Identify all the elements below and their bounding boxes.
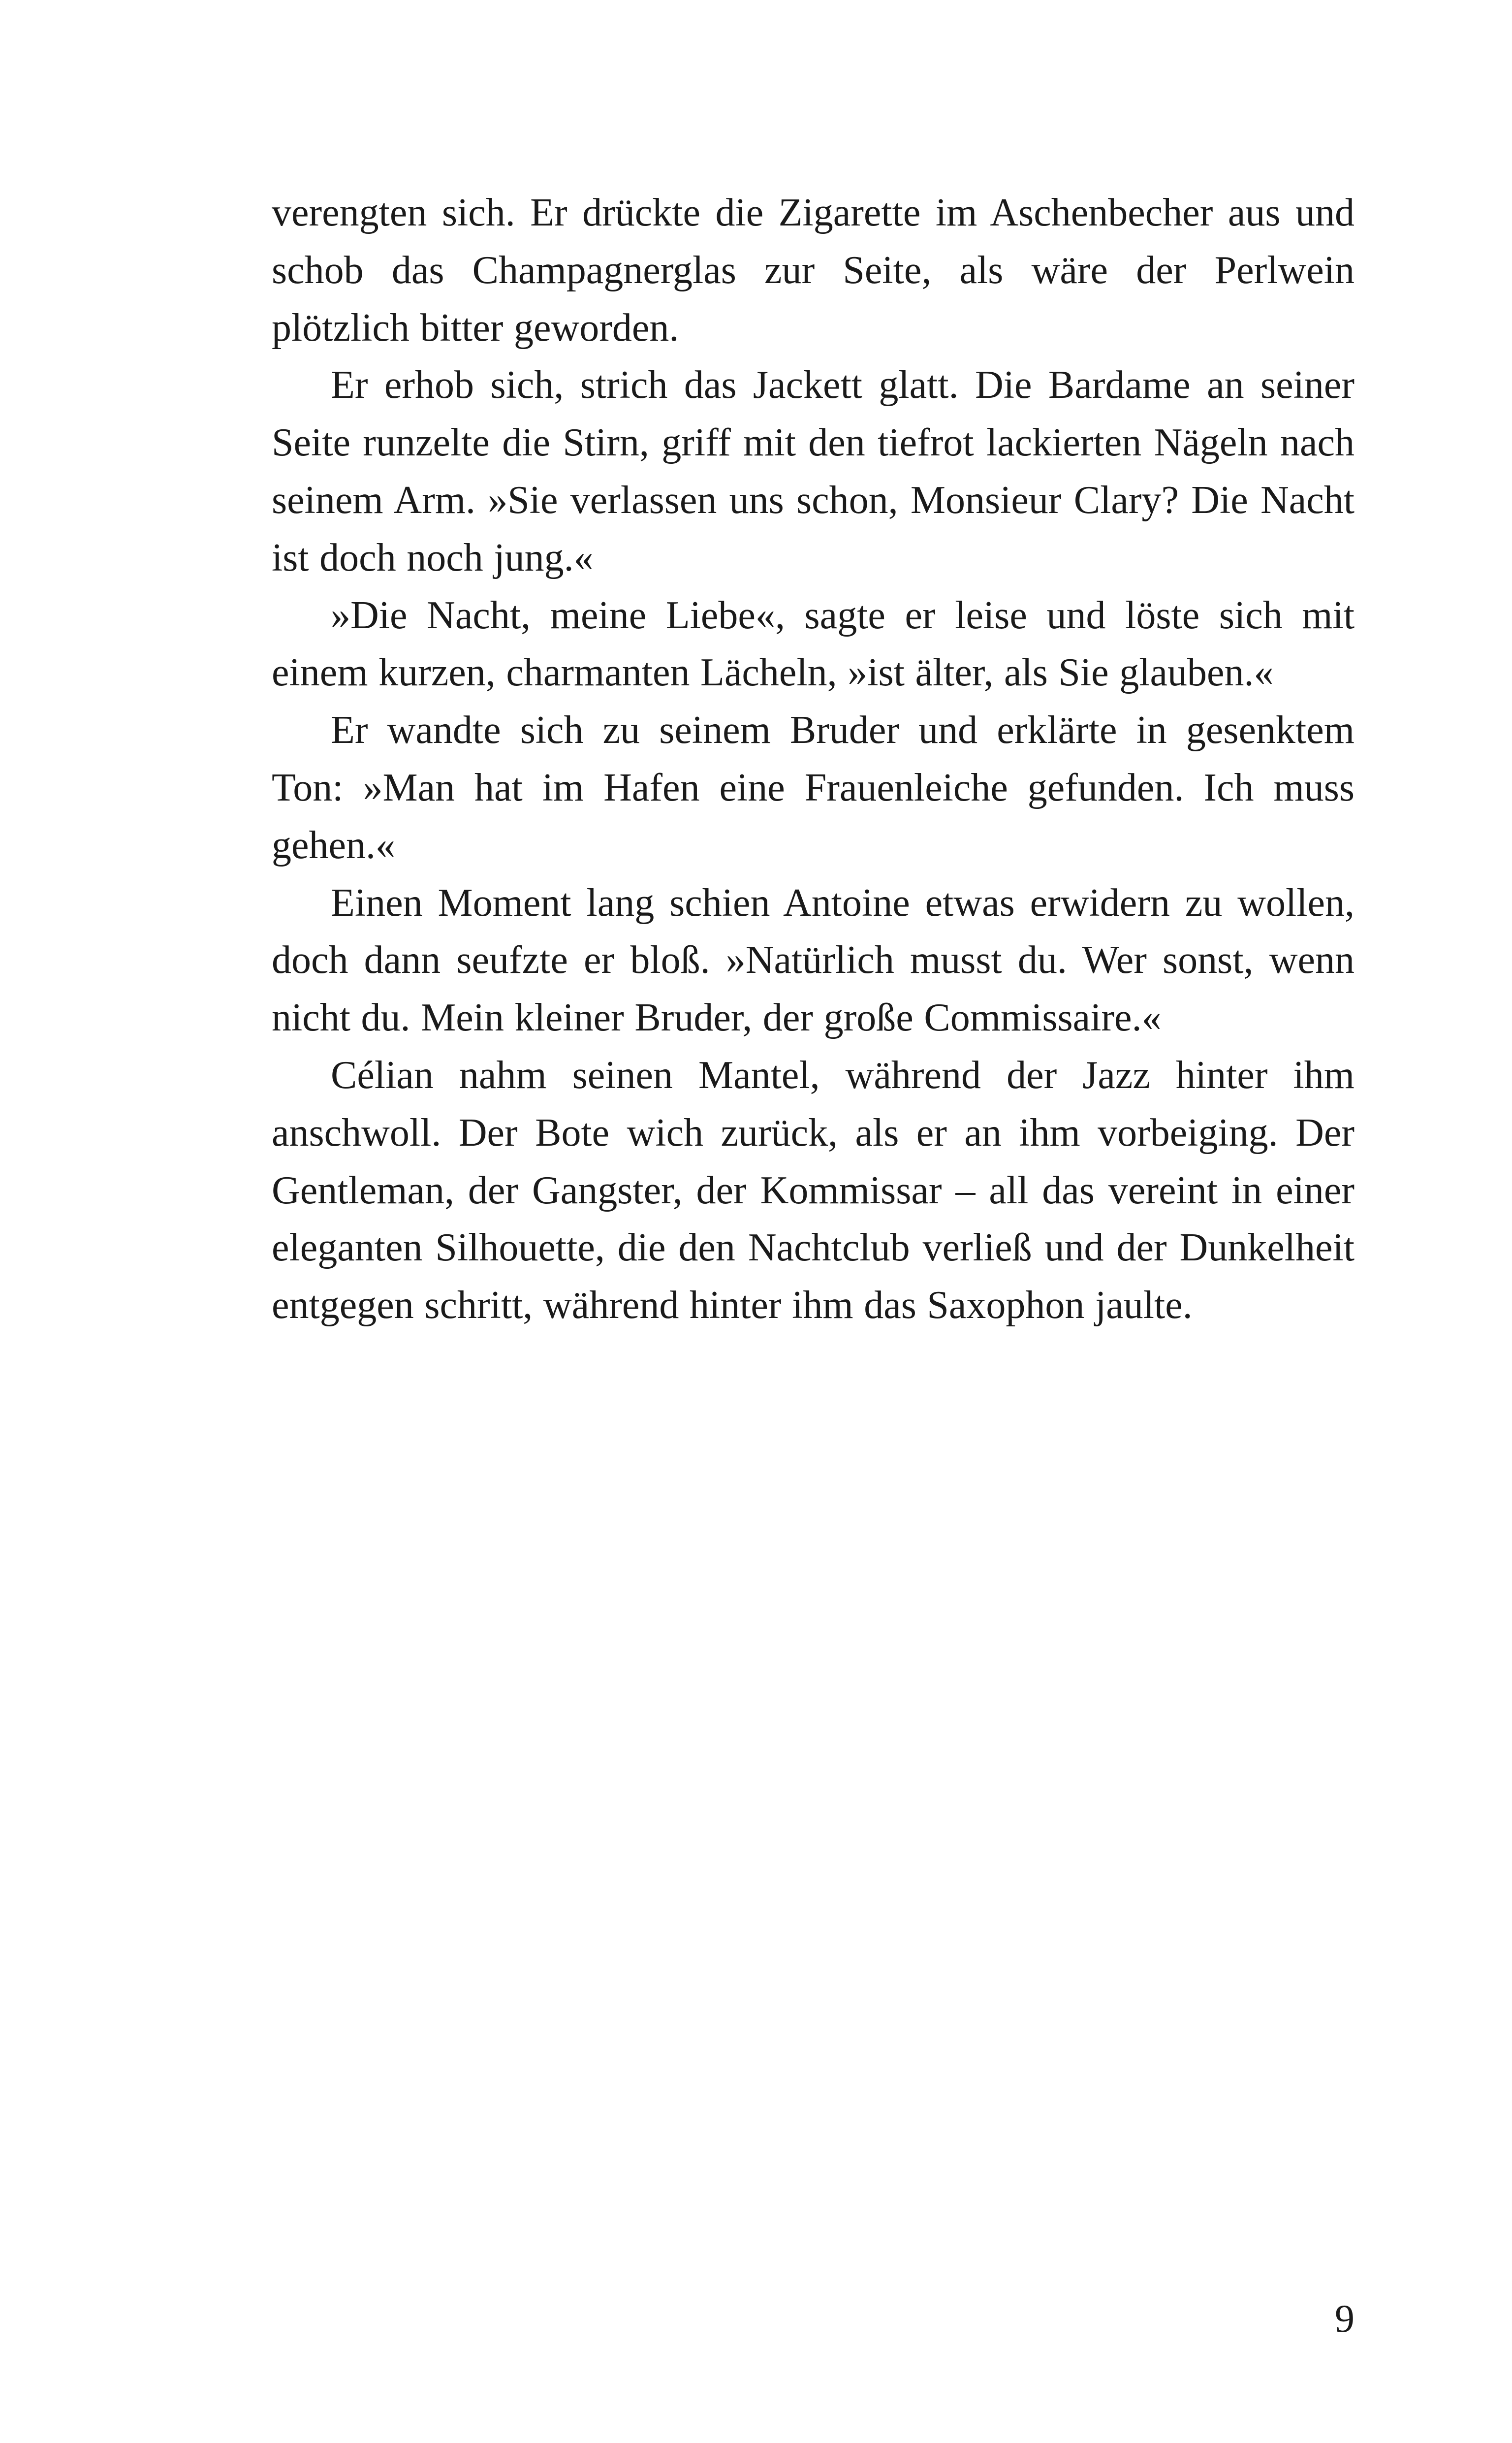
paragraph-2: Er erhob sich, strich das Jackett glatt. Die Bardame an seiner Seite runzelte die Stirn, griff mit den tiefrot lackierten Nägeln nach seinem Arm. »Sie verlassen uns schon, Monsieur Clary? Die Nacht ist doch noch jung.« — [272, 363, 1354, 579]
paragraph-3: »Die Nacht, meine Liebe«, sagte er leise und löste sich mit einem kurzen, charmanten Lächeln, »ist älter, als Sie glauben.« — [272, 593, 1354, 695]
paragraph-1: verengten sich. Er drückte die Zigarette im Aschenbecher aus und schob das Champagnerglas zur Seite, als wäre der Perlwein plötzlich bitter geworden. — [272, 191, 1354, 350]
paragraph-5: Einen Moment lang schien Antoine etwas erwidern zu wollen, doch dann seufzte er bloß. »Natürlich musst du. Wer sonst, wenn nicht du. Mein kleiner Bruder, der große Commissaire.« — [272, 881, 1354, 1040]
page-number: 9 — [1335, 2297, 1354, 2341]
paragraph-4: Er wandte sich zu seinem Bruder und erklärte in gesenktem Ton: »Man hat im Hafen eine Frauenleiche gefunden. Ich muss gehen.« — [272, 708, 1354, 867]
body-text — [272, 184, 1354, 1334]
paragraph-6: Célian nahm seinen Mantel, während der Jazz hinter ihm anschwoll. Der Bote wich zurück, als er an ihm vorbeiging. Der Gentleman, der Gangster, der Kommissar – all das vereint in einer eleganten Silhouette, die den Nachtclub verließ und der Dunkelheit entgegen schritt, während hinter ihm das Saxophon jaulte. — [272, 1053, 1354, 1327]
